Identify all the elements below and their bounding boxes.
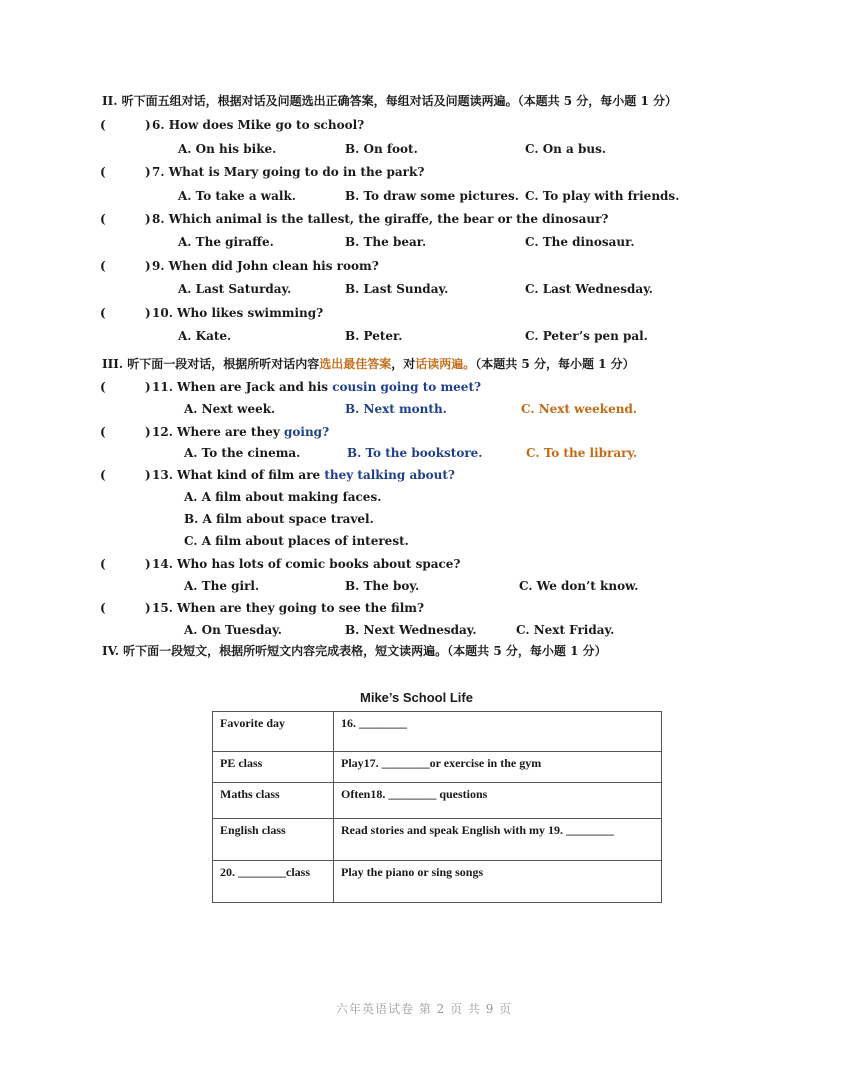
answer-paren-close: ) bbox=[145, 165, 151, 179]
option-c: C. A film about places of interest. bbox=[184, 534, 409, 548]
question-text: 12. Where are they bbox=[152, 425, 284, 439]
section-ii-header: II. 听下面五组对话，根据对话及问题选出正确答案，每组对话及问题读两遍。（本题共 5 分，每小题 1 分） bbox=[102, 94, 677, 108]
option-c: C. To play with friends. bbox=[525, 189, 680, 203]
header-part: （本题共 5 分，每小题 1 分） bbox=[475, 357, 635, 371]
header-part: ，对 bbox=[391, 357, 416, 371]
table-row bbox=[213, 819, 662, 861]
option-a: A. Kate. bbox=[178, 329, 232, 343]
table-row bbox=[213, 752, 662, 783]
option-b: B. The bear. bbox=[345, 235, 427, 249]
option-a: A. Last Saturday. bbox=[178, 282, 292, 296]
option-c: C. Next weekend. bbox=[521, 402, 638, 416]
question-text-highlight: going? bbox=[284, 425, 330, 439]
answer-paren-close: ) bbox=[145, 212, 151, 226]
question-12 bbox=[152, 425, 329, 439]
row-label: Favorite day bbox=[213, 712, 334, 752]
row-label: Maths class bbox=[213, 783, 334, 819]
answer-paren-open: ( bbox=[100, 306, 106, 320]
answer-paren-open: ( bbox=[100, 380, 106, 394]
question-7: 7. What is Mary going to do in the park? bbox=[152, 165, 425, 179]
question-text: 13. What kind of film are bbox=[152, 468, 325, 482]
option-b: B. Last Sunday. bbox=[345, 282, 449, 296]
option-c: C. We don’t know. bbox=[519, 579, 639, 593]
answer-paren-open: ( bbox=[100, 468, 106, 482]
option-b: B. A film about space travel. bbox=[184, 512, 374, 526]
answer-paren-open: ( bbox=[100, 259, 106, 273]
answer-paren-open: ( bbox=[100, 557, 106, 571]
header-part: III. 听下面一段对话，根据所听对话内容 bbox=[102, 357, 320, 371]
option-b: B. Peter. bbox=[345, 329, 403, 343]
question-text-highlight: cousin going to meet? bbox=[332, 380, 482, 394]
answer-paren-open: ( bbox=[100, 601, 106, 615]
question-13 bbox=[152, 468, 455, 482]
answer-paren-close: ) bbox=[145, 306, 151, 320]
question-9: 9. When did John clean his room? bbox=[152, 259, 379, 273]
option-b: B. Next month. bbox=[345, 402, 447, 416]
answer-paren-close: ) bbox=[145, 557, 151, 571]
answer-paren-open: ( bbox=[100, 165, 106, 179]
row-content: Play17. ________or exercise in the gym bbox=[334, 752, 662, 783]
row-content: Often18. ________ questions bbox=[334, 783, 662, 819]
option-c: C. Last Wednesday. bbox=[525, 282, 653, 296]
answer-paren-open: ( bbox=[100, 118, 106, 132]
row-content: 16. ________ bbox=[334, 712, 662, 752]
option-a: A. The girl. bbox=[184, 579, 260, 593]
option-c: C. To the library. bbox=[526, 446, 638, 460]
header-part-highlight: 话读两遍。 bbox=[415, 357, 476, 371]
option-a: A. To the cinema. bbox=[184, 446, 301, 460]
section-iii-header bbox=[102, 357, 635, 371]
row-label: English class bbox=[213, 819, 334, 861]
option-b: B. Next Wednesday. bbox=[345, 623, 477, 637]
option-b: B. To the bookstore. bbox=[347, 446, 483, 460]
answer-paren-close: ) bbox=[145, 259, 151, 273]
table-row bbox=[213, 861, 662, 903]
question-15: 15. When are they going to see the film? bbox=[152, 601, 425, 615]
row-label: PE class bbox=[213, 752, 334, 783]
option-a: A. On Tuesday. bbox=[184, 623, 282, 637]
question-14: 14. Who has lots of comic books about space? bbox=[152, 557, 461, 571]
answer-paren-close: ) bbox=[145, 468, 151, 482]
question-8: 8. Which animal is the tallest, the giraffe, the bear or the dinosaur? bbox=[152, 212, 609, 226]
answer-paren-close: ) bbox=[145, 380, 151, 394]
option-c: C. Next Friday. bbox=[516, 623, 615, 637]
option-a: A. The giraffe. bbox=[178, 235, 274, 249]
row-content: Read stories and speak English with my 19. ________ bbox=[334, 819, 662, 861]
table-row bbox=[213, 783, 662, 819]
row-label: 20. ________class bbox=[213, 861, 334, 903]
table-row bbox=[213, 712, 662, 752]
option-c: C. Peter’s pen pal. bbox=[525, 329, 648, 343]
question-text: 11. When are Jack and his bbox=[152, 380, 333, 394]
answer-paren-close: ) bbox=[145, 601, 151, 615]
option-a: A. Next week. bbox=[184, 402, 276, 416]
option-c: C. On a bus. bbox=[525, 142, 607, 156]
option-c: C. The dinosaur. bbox=[525, 235, 635, 249]
option-b: B. On foot. bbox=[345, 142, 418, 156]
school-life-table bbox=[212, 711, 662, 903]
row-content: Play the piano or sing songs bbox=[334, 861, 662, 903]
question-11 bbox=[152, 380, 481, 394]
answer-paren-close: ) bbox=[145, 425, 151, 439]
section-iv-header: IV. 听下面一段短文，根据所听短文内容完成表格，短文读两遍。（本题共 5 分，每小题 1 分） bbox=[102, 644, 607, 658]
table-title: Mike’s School Life bbox=[360, 690, 473, 705]
answer-paren-close: ) bbox=[145, 118, 151, 132]
answer-paren-open: ( bbox=[100, 425, 106, 439]
page-footer: 六年英语试卷 第 2 页 共 9 页 bbox=[336, 1002, 513, 1016]
option-b: B. To draw some pictures. bbox=[345, 189, 519, 203]
question-10: 10. Who likes swimming? bbox=[152, 306, 324, 320]
option-b: B. The boy. bbox=[345, 579, 420, 593]
question-text-highlight: they talking about? bbox=[324, 468, 455, 482]
header-part-highlight: 选出最佳答案 bbox=[319, 357, 392, 371]
option-a: A. On his bike. bbox=[178, 142, 277, 156]
option-a: A. A film about making faces. bbox=[184, 490, 382, 504]
option-a: A. To take a walk. bbox=[178, 189, 296, 203]
question-6: 6. How does Mike go to school? bbox=[152, 118, 365, 132]
answer-paren-open: ( bbox=[100, 212, 106, 226]
